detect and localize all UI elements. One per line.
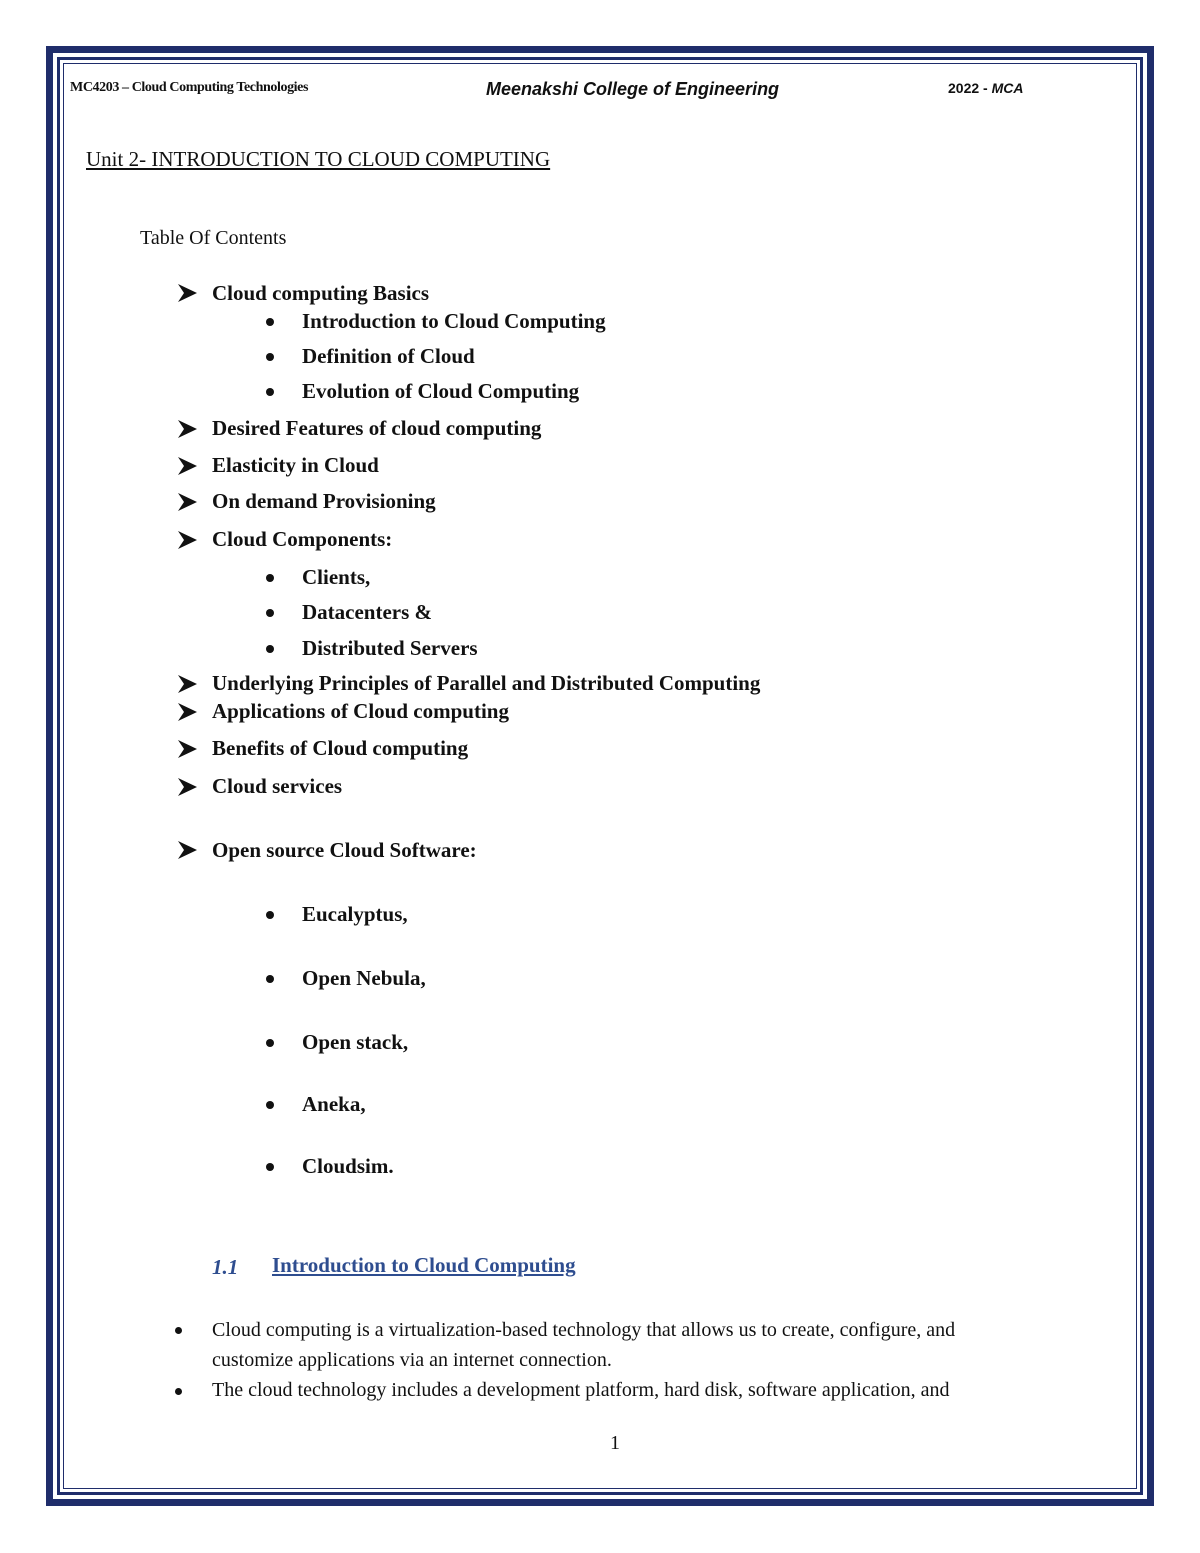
- header-course: MC4203 – Cloud Computing Technologies: [70, 80, 309, 95]
- toc-subitem: Cloudsim.: [302, 1154, 394, 1178]
- paragraph-1-line-2: customize applications via an internet connection.: [212, 1349, 612, 1371]
- arrow-bullet-icon: [176, 282, 198, 304]
- bullet-icon: [266, 1163, 274, 1171]
- bullet-icon: [175, 1327, 182, 1334]
- toc-item-elasticity: Elasticity in Cloud: [212, 453, 379, 477]
- header-program: MCA: [991, 80, 1024, 96]
- arrow-bullet-icon: [176, 418, 198, 440]
- page-number: 1: [610, 1432, 620, 1454]
- bullet-icon: [175, 1388, 182, 1395]
- paragraph-1-line-1: Cloud computing is a virtualization-based technology that allows us to create, configure, and: [212, 1319, 956, 1341]
- arrow-bullet-icon: [176, 455, 198, 477]
- toc-item-features: Desired Features of cloud computing: [212, 416, 542, 440]
- paragraph-2-line-1: The cloud technology includes a development platform, hard disk, software application, and: [212, 1379, 950, 1401]
- bullet-icon: [266, 353, 274, 361]
- toc-item-services: Cloud services: [212, 774, 343, 798]
- bullet-icon: [266, 574, 274, 582]
- toc-subitem: Open Nebula,: [302, 966, 426, 990]
- toc-heading: Table Of Contents: [140, 227, 287, 249]
- toc-item-applications: Applications of Cloud computing: [212, 699, 509, 723]
- toc-item-open-source: Open source Cloud Software:: [212, 838, 477, 862]
- bullet-icon: [266, 1039, 274, 1047]
- arrow-bullet-icon: [176, 776, 198, 798]
- toc-subitem: Introduction to Cloud Computing: [302, 309, 606, 333]
- section-title: Introduction to Cloud Computing: [272, 1253, 576, 1277]
- unit-title: Unit 2- INTRODUCTION TO CLOUD COMPUTING: [86, 147, 551, 171]
- toc-subitem: Evolution of Cloud Computing: [302, 379, 580, 403]
- toc-item-benefits: Benefits of Cloud computing: [212, 736, 469, 760]
- bullet-icon: [266, 911, 274, 919]
- toc-subitem: Eucalyptus,: [302, 902, 408, 926]
- toc-subitem: Definition of Cloud: [302, 344, 475, 368]
- arrow-bullet-icon: [176, 491, 198, 513]
- toc-subitem: Distributed Servers: [302, 636, 478, 660]
- toc-item-on-demand: On demand Provisioning: [212, 489, 436, 513]
- toc-item-principles: Underlying Principles of Parallel and Distributed Computing: [212, 671, 761, 695]
- header-college: Meenakshi College of Engineering: [486, 79, 780, 99]
- arrow-bullet-icon: [176, 701, 198, 723]
- toc-subitem: Aneka,: [302, 1092, 366, 1116]
- toc-item-components: Cloud Components:: [212, 527, 393, 551]
- arrow-bullet-icon: [176, 673, 198, 695]
- toc-subitem: Clients,: [302, 565, 371, 589]
- header-year-text: 2022 -: [948, 80, 992, 96]
- toc-item-basics: Cloud computing Basics: [212, 281, 430, 305]
- toc-subitem: Open stack,: [302, 1030, 409, 1054]
- bullet-icon: [266, 975, 274, 983]
- bullet-icon: [266, 609, 274, 617]
- bullet-icon: [266, 388, 274, 396]
- bullet-icon: [266, 318, 274, 326]
- bullet-icon: [266, 645, 274, 653]
- arrow-bullet-icon: [176, 839, 198, 861]
- arrow-bullet-icon: [176, 738, 198, 760]
- toc-subitem: Datacenters &: [302, 600, 433, 624]
- arrow-bullet-icon: [176, 529, 198, 551]
- header-year: [948, 80, 1023, 96]
- section-number: 1.1: [212, 1255, 239, 1279]
- bullet-icon: [266, 1101, 274, 1109]
